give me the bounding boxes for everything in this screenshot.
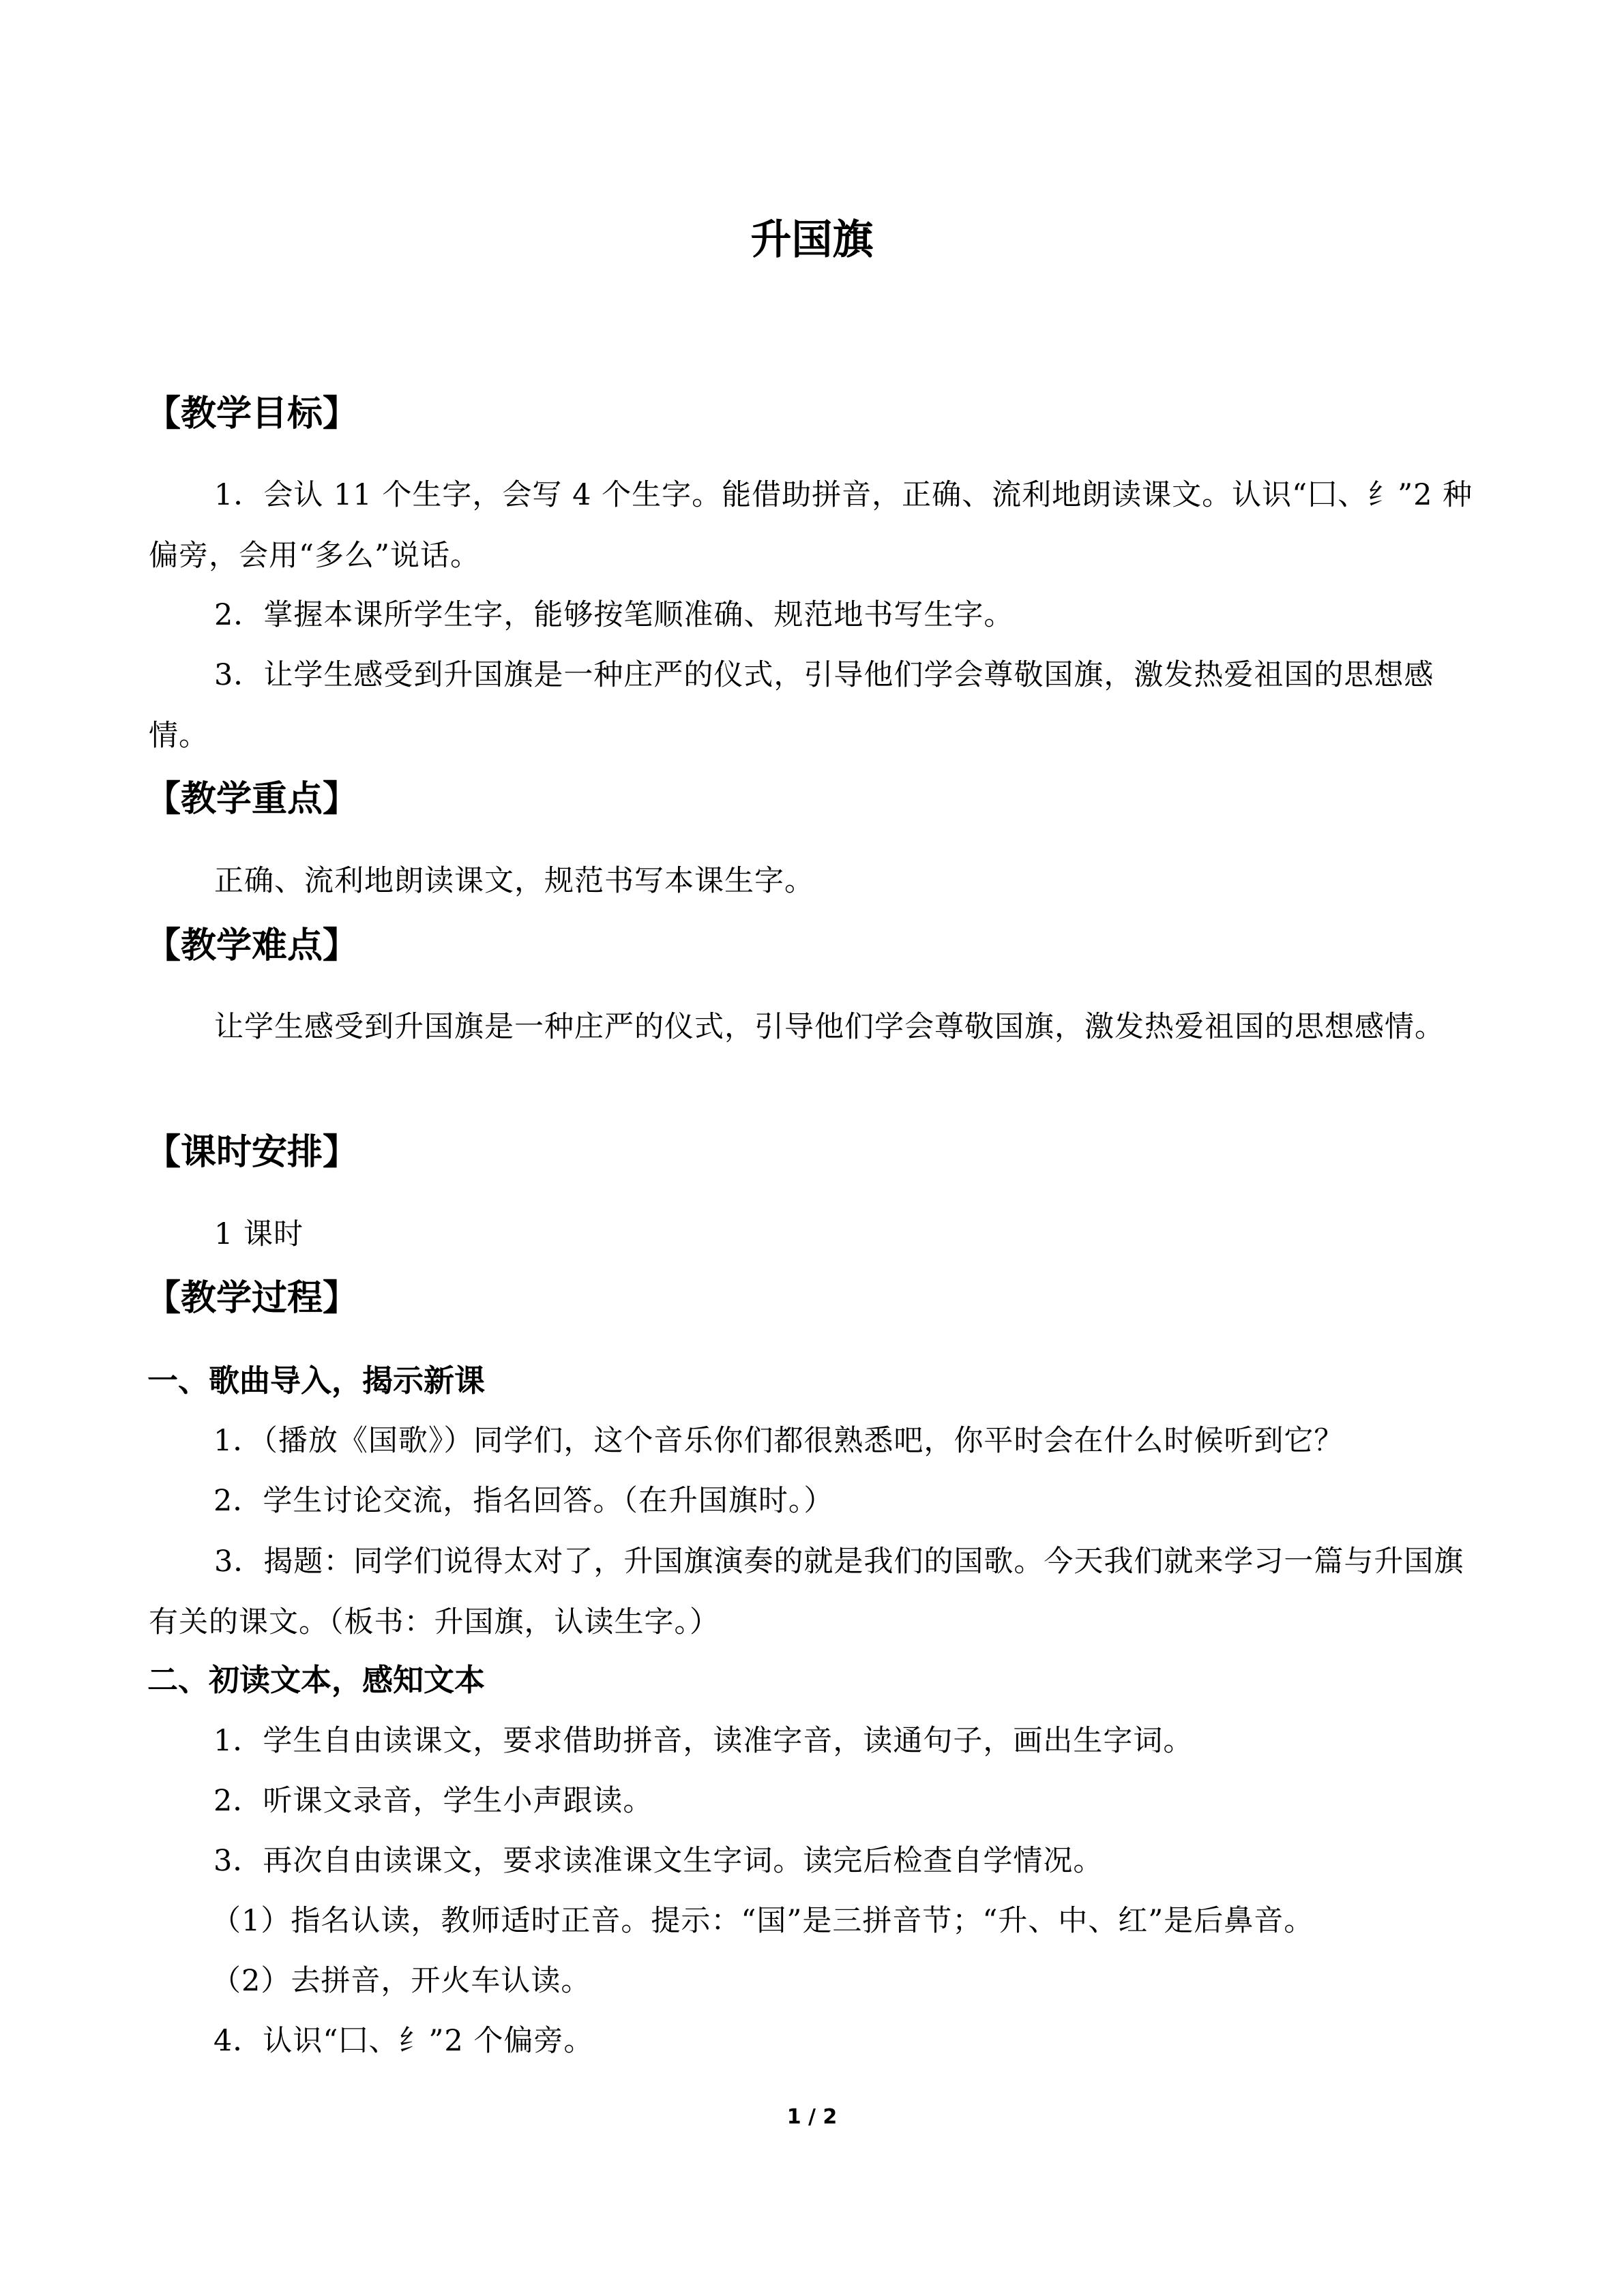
difficulties-heading: 【教学难点】 <box>145 925 359 966</box>
page-number: 1 / 2 <box>786 2105 838 2129</box>
process-part-2-title: 二、初读文本，感知文本 <box>147 1662 486 1698</box>
process-part-2-step-3-sub-2: （2）去拼音，开火车认读。 <box>211 1964 591 1998</box>
process-part-1-title: 一、歌曲导入，揭示新课 <box>147 1362 486 1399</box>
process-part-2-step-3-sub-1: （1）指名认读，教师适时正音。提示：“国”是三拼音节；“升、中、红”是后鼻音。 <box>211 1904 1314 1938</box>
difficulties-text: 让学生感受到升国旗是一种庄严的仪式，引导他们学会尊敬国旗，激发热爱祖国的思想感情。 <box>214 1010 1445 1044</box>
page-title: 升国旗 <box>750 216 874 264</box>
process-part-1-step-3: 3．揭题：同学们说得太对了，升国旗演奏的就是我们的国歌。今天我们就来学习一篇与升国旗有关的课文。（板书：升国旗，认读生字。） <box>149 1545 1464 1639</box>
process-part-1-step-2: 2．学生讨论交流，指名回答。（在升国旗时。） <box>213 1484 834 1518</box>
objectives-heading: 【教学目标】 <box>145 393 359 434</box>
process-part-2-step-4: 4．认识“囗、纟”2 个偏旁。 <box>213 2024 594 2058</box>
key-points-heading: 【教学重点】 <box>145 779 359 820</box>
process-heading: 【教学过程】 <box>145 1278 359 1319</box>
process-part-2-step-3: 3．再次自由读课文，要求读准课文生字词。读完后检查自学情况。 <box>213 1844 1104 1878</box>
objectives-item-3: 3．让学生感受到升国旗是一种庄严的仪式，引导他们学会尊敬国旗，激发热爱祖国的思想感情。 <box>149 658 1434 753</box>
process-part-1-step-1: 1．（播放《国歌》）同学们，这个音乐你们都很熟悉吧，你平时会在什么时候听到它？ <box>213 1424 1344 1458</box>
process-part-2-step-1: 1．学生自由读课文，要求借助拼音，读准字音，读通句子，画出生字词。 <box>213 1724 1194 1758</box>
objectives-item-2: 2．掌握本课所学生字，能够按笔顺准确、规范地书写生字。 <box>214 598 1014 632</box>
objectives-item-1: 1．会认 11 个生字，会写 4 个生字。能借助拼音，正确、流利地朗读课文。认识“囗、纟”2 种偏旁，会用“多么”说话。 <box>149 478 1473 573</box>
schedule-text: 1 课时 <box>214 1217 304 1251</box>
key-points-text: 正确、流利地朗读课文，规范书写本课生字。 <box>214 864 814 898</box>
schedule-heading: 【课时安排】 <box>145 1132 359 1173</box>
process-part-2-step-2: 2．听课文录音，学生小声跟读。 <box>213 1784 653 1818</box>
